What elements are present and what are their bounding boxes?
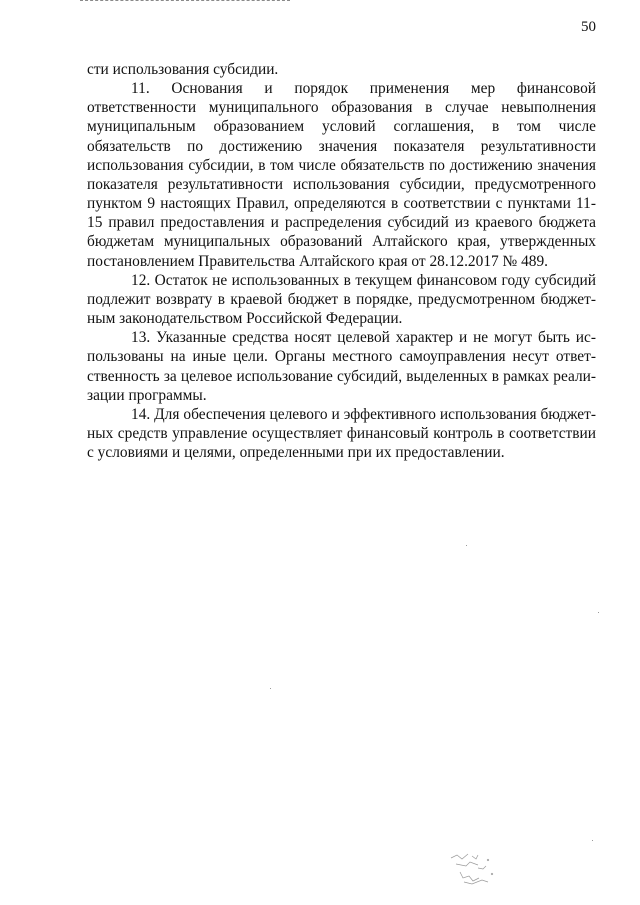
scan-speck xyxy=(270,688,271,689)
paragraph-item-11: 11. Основания и порядок применения мер финансовой ответственности муниципального образования в случае невыполнения муниципальным образованием условий соглашения, в том числе обязательств по достижению значения показателя результативности использования субсидии, в том числе обязательств по достижению значения показателя результативности использования субсидии, предусмотренного пунктом 9 настоящих Правил, определяются в соответствии с пунктами 11-15 правил предоставления и распределения субсидий из краевого бюджета бюджетам муниципальных образований Алтайского края, утвержденных постановлением Правительства Алтайского края от 28.12.2017 № 489. xyxy=(87,80,596,270)
paragraph-item-13: 13. Указанные средства носят целевой характер и не могут быть использованы на иные цели. Органы местного самоуправления несут ответственность за целевое использование субсидий, выделенных в рамках реализации программы. xyxy=(87,329,596,404)
paragraph-continuation: сти использования субсидии. xyxy=(87,61,279,78)
paragraph-item-14: 14. Для обеспечения целевого и эффективного использования бюджетных средств управление осуществляет финансовый контроль в соответствии с условиями и целями, определенными при их предоставлении. xyxy=(87,405,596,462)
scan-edge-mark xyxy=(80,0,290,3)
faint-stamp-mark xyxy=(448,848,498,890)
document-body xyxy=(87,60,596,462)
page-number: 50 xyxy=(581,19,596,35)
scan-speck xyxy=(598,612,599,613)
scan-speck xyxy=(592,840,593,841)
paragraph-item-12: 12. Остаток не использованных в текущем финансовом году субсидий подлежит возврату в краевой бюджет в порядке, предусмотренном бюджетным законодательством Российской Федерации. xyxy=(87,271,596,328)
scan-speck xyxy=(466,545,467,546)
